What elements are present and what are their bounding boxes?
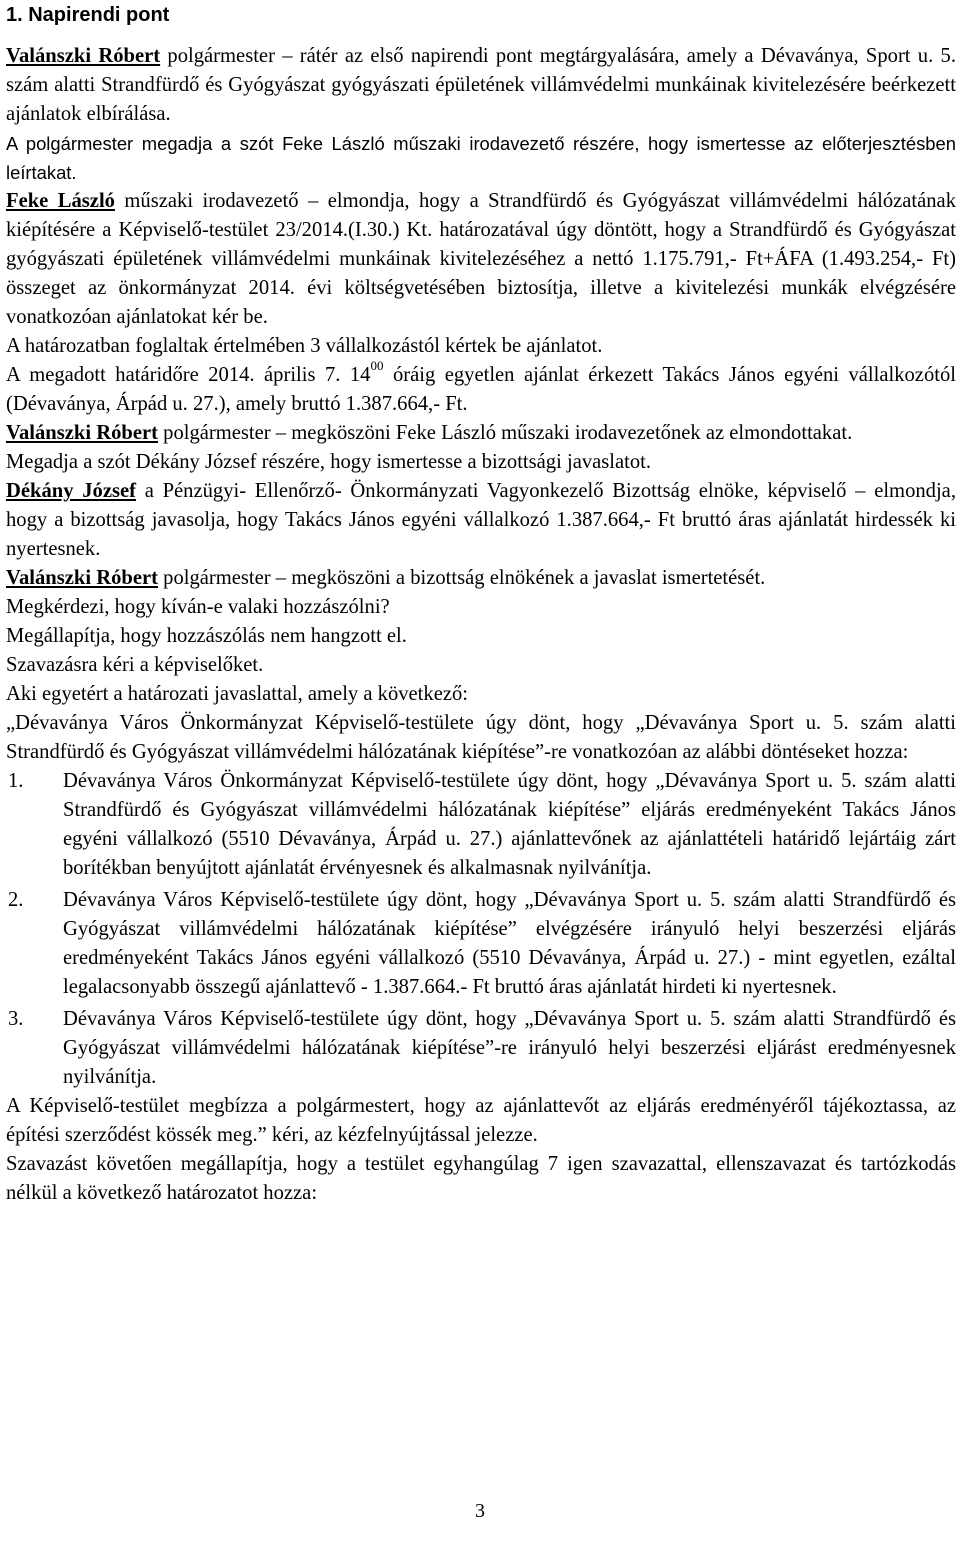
paragraph-text: óráig egyetlen ajánlat érkezett Takács János egyéni vállalkozótól (Dévaványa, Árpád u. 27.), amely bruttó 1.387.664,- Ft. — [6, 364, 956, 415]
paragraph-question: Megkérdezi, hogy kíván-e valaki hozzászólni? — [6, 596, 390, 618]
document-page — [6, 0, 956, 1208]
paragraph-thanks-committee — [6, 564, 956, 593]
paragraph-thanks — [6, 419, 956, 448]
paragraph-offers-requested: A határozatban foglaltak értelmében 3 vállalkozástól kértek be ajánlatot. — [6, 335, 603, 357]
paragraph-vote-call: Szavazásra kéri a képviselőket. — [6, 654, 264, 676]
decision-number: 3. — [8, 1008, 24, 1030]
paragraph-dekany-statement — [6, 477, 956, 564]
paragraph-text: a Pénzügyi- Ellenőrző- Önkormányzati Vagyonkezelő Bizottság elnöke, képviselő – elmondja, hogy a bizottság javasolja, hogy Takács János egyéni vállalkozó 1.387.664,- Ft bruttó áras ajánlatát hirdessék ki nyertesnek. — [6, 480, 956, 560]
paragraph-agree: Aki egyetért a határozati javaslattal, amely a következő: — [6, 683, 469, 705]
decision-item — [6, 1005, 956, 1092]
decision-item — [6, 886, 956, 1002]
decision-text: Dévaványa Város Képviselő-testülete úgy dönt, hogy „Dévaványa Sport u. 5. szám alatti Strandfürdő és Gyógyászat villámvédelmi hálózatának kiépítése” elvégzésére irányuló helyi beszerzési eljárás eredményeként Takács János egyéni vállalkozó (5510 Dévaványa, Árpád u. 27.) - mint egyetlen, ezáltal legalacsonyabb összegű ajánlattevő - 1.387.664.- Ft bruttó áras ajánlatát hirdeti ki nyertesnek. — [63, 889, 956, 998]
decision-text: Dévaványa Város Önkormányzat Képviselő-testülete úgy dönt, hogy „Dévaványa Sport u. 5. szám alatti Strandfürdő és Gyógyászat villámvédelmi hálózatának kiépítése” eljárás eredményeként Takács János egyéni vállalkozó (5510 Dévaványa, Árpád u. 27.) ajánlattevőnek az ajánlattételi határidő lejártáig zárt borítékban benyújtott ajánlatát érvényesnek és alkalmasnak nyilvánítja. — [63, 770, 956, 879]
intro-paragraph — [6, 42, 956, 129]
decision-number: 2. — [8, 889, 24, 911]
paragraph-floor-given: A polgármester megadja a szót Feke László műszaki irodavezető részére, hogy ismertesse az előterjesztésben leírtakat. — [6, 133, 956, 183]
decision-item — [6, 767, 956, 883]
paragraph-vote-result: Szavazást követően megállapítja, hogy a testület egyhangúlag 7 igen szavazattal, ellenszavazat és tartózkodás nélkül a következő határozatot hozza: — [6, 1153, 956, 1204]
page-number: 3 — [475, 1500, 485, 1522]
paragraph-text: polgármester – megköszöni Feke László műszaki irodavezetőnek az elmondottakat. — [158, 422, 853, 444]
decision-number: 1. — [8, 770, 24, 792]
superscript-minutes: 00 — [370, 358, 384, 374]
paragraph-no-comments: Megállapítja, hogy hozzászólás nem hangzott el. — [6, 625, 407, 647]
paragraph-resolution-intro: „Dévaványa Város Önkormányzat Képviselő-testülete úgy dönt, hogy „Dévaványa Sport u. 5. szám alatti Strandfürdő és Gyógyászat villámvédelmi hálózatának kiépítése”-re vonatkozóan az alábbi döntéseket hozza: — [6, 712, 956, 763]
section-title: 1. Napirendi pont — [6, 4, 170, 26]
paragraph-deadline — [6, 358, 956, 419]
decision-text: Dévaványa Város Képviselő-testülete úgy dönt, hogy „Dévaványa Sport u. 5. szám alatti Strandfürdő és Gyógyászat villámvédelmi hálózatának kiépítése”-re irányuló helyi beszerzési eljárást eredményesnek nyilvánítja. — [63, 1008, 956, 1088]
speaker-name: Valánszki Róbert — [6, 567, 158, 589]
speaker-name: Valánszki Róbert — [6, 45, 161, 67]
paragraph-text: polgármester – rátér az első napirendi pont megtárgyalására, amely a Dévaványa, Sport u. 5. szám alatti Strandfürdő és Gyógyászat gyógyászati épületének villámvédelmi munkáinak kivitelezésére beérkezett ajánlatok elbírálása. — [6, 45, 956, 125]
paragraph-feke-statement — [6, 187, 956, 332]
speaker-name: Feke László — [6, 190, 115, 212]
paragraph-floor-dekany: Megadja a szót Dékány József részére, hogy ismertesse a bizottsági javaslatot. — [6, 451, 652, 473]
paragraph-mandate: A Képviselő-testület megbízza a polgármestert, hogy az ajánlattevőt az eljárás eredményéről tájékoztassa, az építési szerződést kössék meg.” kéri, az kézfelnyújtással jelezze. — [6, 1095, 956, 1146]
paragraph-text: polgármester – megköszöni a bizottság elnökének a javaslat ismertetését. — [158, 567, 766, 589]
paragraph-text: műszaki irodavezető – elmondja, hogy a Strandfürdő és Gyógyászat villámvédelmi hálózatának kiépítésére a Képviselő-testület 23/2014.(I.30.) Kt. határozatával úgy döntött, hogy a Strandfürdő és Gyógyászat gyógyászati épületének villámvédelmi munkáinak kivitelezéséhez a nettó 1.175.791,- Ft+ÁFA (1.493.254,- Ft) összeget az önkormányzat 2014. évi költségvetésében biztosítja, illetve a kivitelezési munkák elvégzésére vonatkozóan ajánlatokat kér be. — [6, 190, 956, 328]
speaker-name: Valánszki Róbert — [6, 422, 158, 444]
paragraph-text: A megadott határidőre 2014. április 7. 14 — [6, 364, 371, 386]
decision-list — [6, 767, 956, 1092]
speaker-name: Dékány József — [6, 480, 136, 502]
